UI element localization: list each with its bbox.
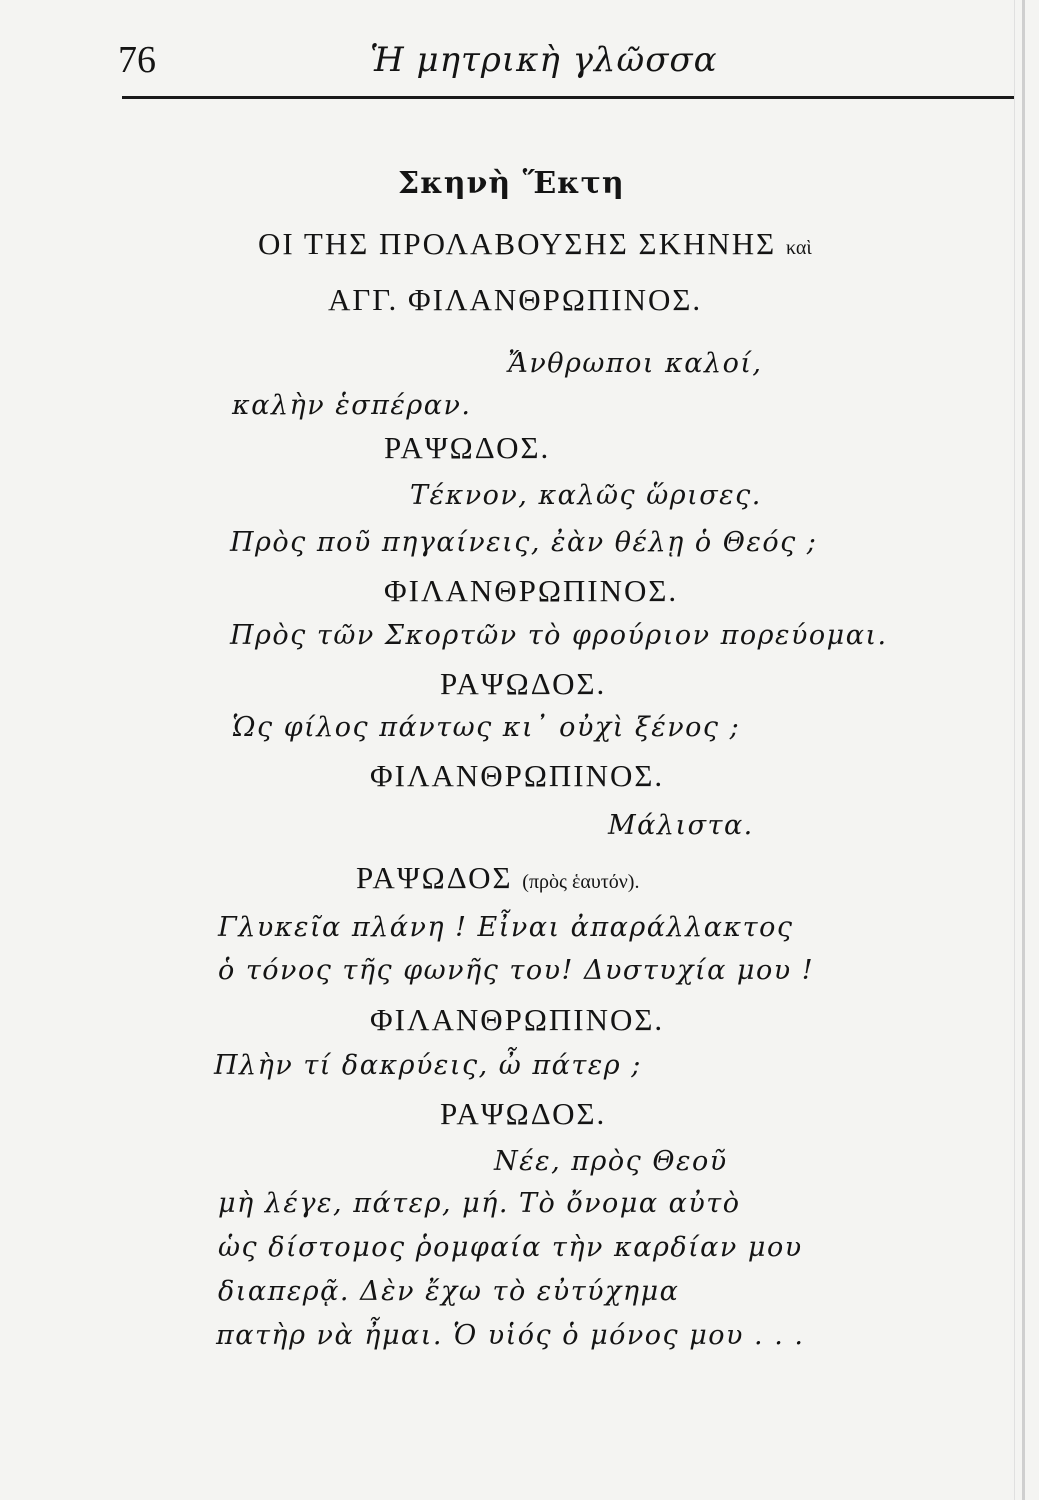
dialogue-line: ὡς δίστομος ῥομφαία τὴν καρδίαν μου — [218, 1232, 803, 1263]
speaker-name: ΡΑΨΩΔΟΣ. — [440, 666, 607, 701]
dialogue-line: Πλὴν τί δακρύεις, ὦ πάτερ ; — [214, 1050, 642, 1081]
speaker-name: ΡΑΨΩΔΟΣ. — [440, 1096, 607, 1131]
dialogue-line: Τέκνον, καλῶς ὥρισες. — [410, 480, 762, 511]
page-number: 76 — [118, 39, 156, 81]
page-edge — [1022, 0, 1025, 1500]
page-edge-shadow — [1014, 0, 1015, 1500]
speaker-name: ΦΙΛΑΝΘΡΩΠΙΝΟΣ. — [384, 573, 679, 608]
running-title: Ἡ μητρικὴ γλῶσσα — [370, 40, 718, 80]
stage-direction: (πρὸς ἑαυτόν). — [522, 871, 640, 893]
speaker-name: ΡΑΨΩΔΟΣ — [356, 860, 513, 895]
dialogue-line: Ἄνθρωποι καλοί, — [508, 348, 763, 379]
header-rule — [122, 96, 1014, 99]
speaker-with-aside — [356, 860, 639, 896]
speaker-name: ΡΑΨΩΔΟΣ. — [384, 430, 551, 465]
dialogue-line: μὴ λέγε, πάτερ, μή. Τὸ ὄνομα αὐτὸ — [218, 1188, 741, 1219]
dialogue-line: Πρὸς τῶν Σκορτῶν τὸ φρούριον πορεύομαι. — [230, 620, 888, 651]
speaker-name: ΦΙΛΑΝΘΡΩΠΙΝΟΣ. — [370, 758, 665, 793]
dialogue-line: καλὴν ἑσπέραν. — [232, 390, 472, 421]
speaker-name: ΦΙΛΑΝΘΡΩΠΙΝΟΣ. — [370, 1002, 665, 1037]
dialogue-line: Νέε, πρὸς Θεοῦ — [494, 1146, 728, 1177]
dialogue-line: ὁ τόνος τῆς φωνῆς του! Δυστυχία μου ! — [218, 955, 815, 986]
scene-heading: Σκηνὴ Ἕκτη — [398, 166, 625, 201]
dialogue-line: Μάλιστα. — [608, 810, 754, 841]
cast-line-1-text: ΟΙ ΤΗΣ ΠΡΟΛΑΒΟΥΣΗΣ ΣΚΗΝΗΣ — [258, 226, 777, 261]
dialogue-line: διαπερᾷ. Δὲν ἔχω τὸ εὐτύχημα — [218, 1276, 680, 1307]
dialogue-line: πατὴρ νὰ ἦμαι. Ὁ υἱός ὁ μόνος μου . . . — [216, 1320, 805, 1351]
cast-line-1 — [258, 226, 812, 262]
cast-line-2: ΑΓΓ. ΦΙΛΑΝΘΡΩΠΙΝΟΣ. — [328, 282, 703, 317]
dialogue-line: Πρὸς ποῦ πηγαίνεις, ἐὰν θέλῃ ὁ Θεός ; — [230, 527, 818, 558]
dialogue-line: Γλυκεῖα πλάνη ! Εἶναι ἀπαράλλακτος — [218, 912, 794, 943]
dialogue-line: Ὡς φίλος πάντως κι᾽ οὐχὶ ξένος ; — [232, 712, 741, 743]
cast-line-1-suffix: καὶ — [785, 237, 812, 259]
